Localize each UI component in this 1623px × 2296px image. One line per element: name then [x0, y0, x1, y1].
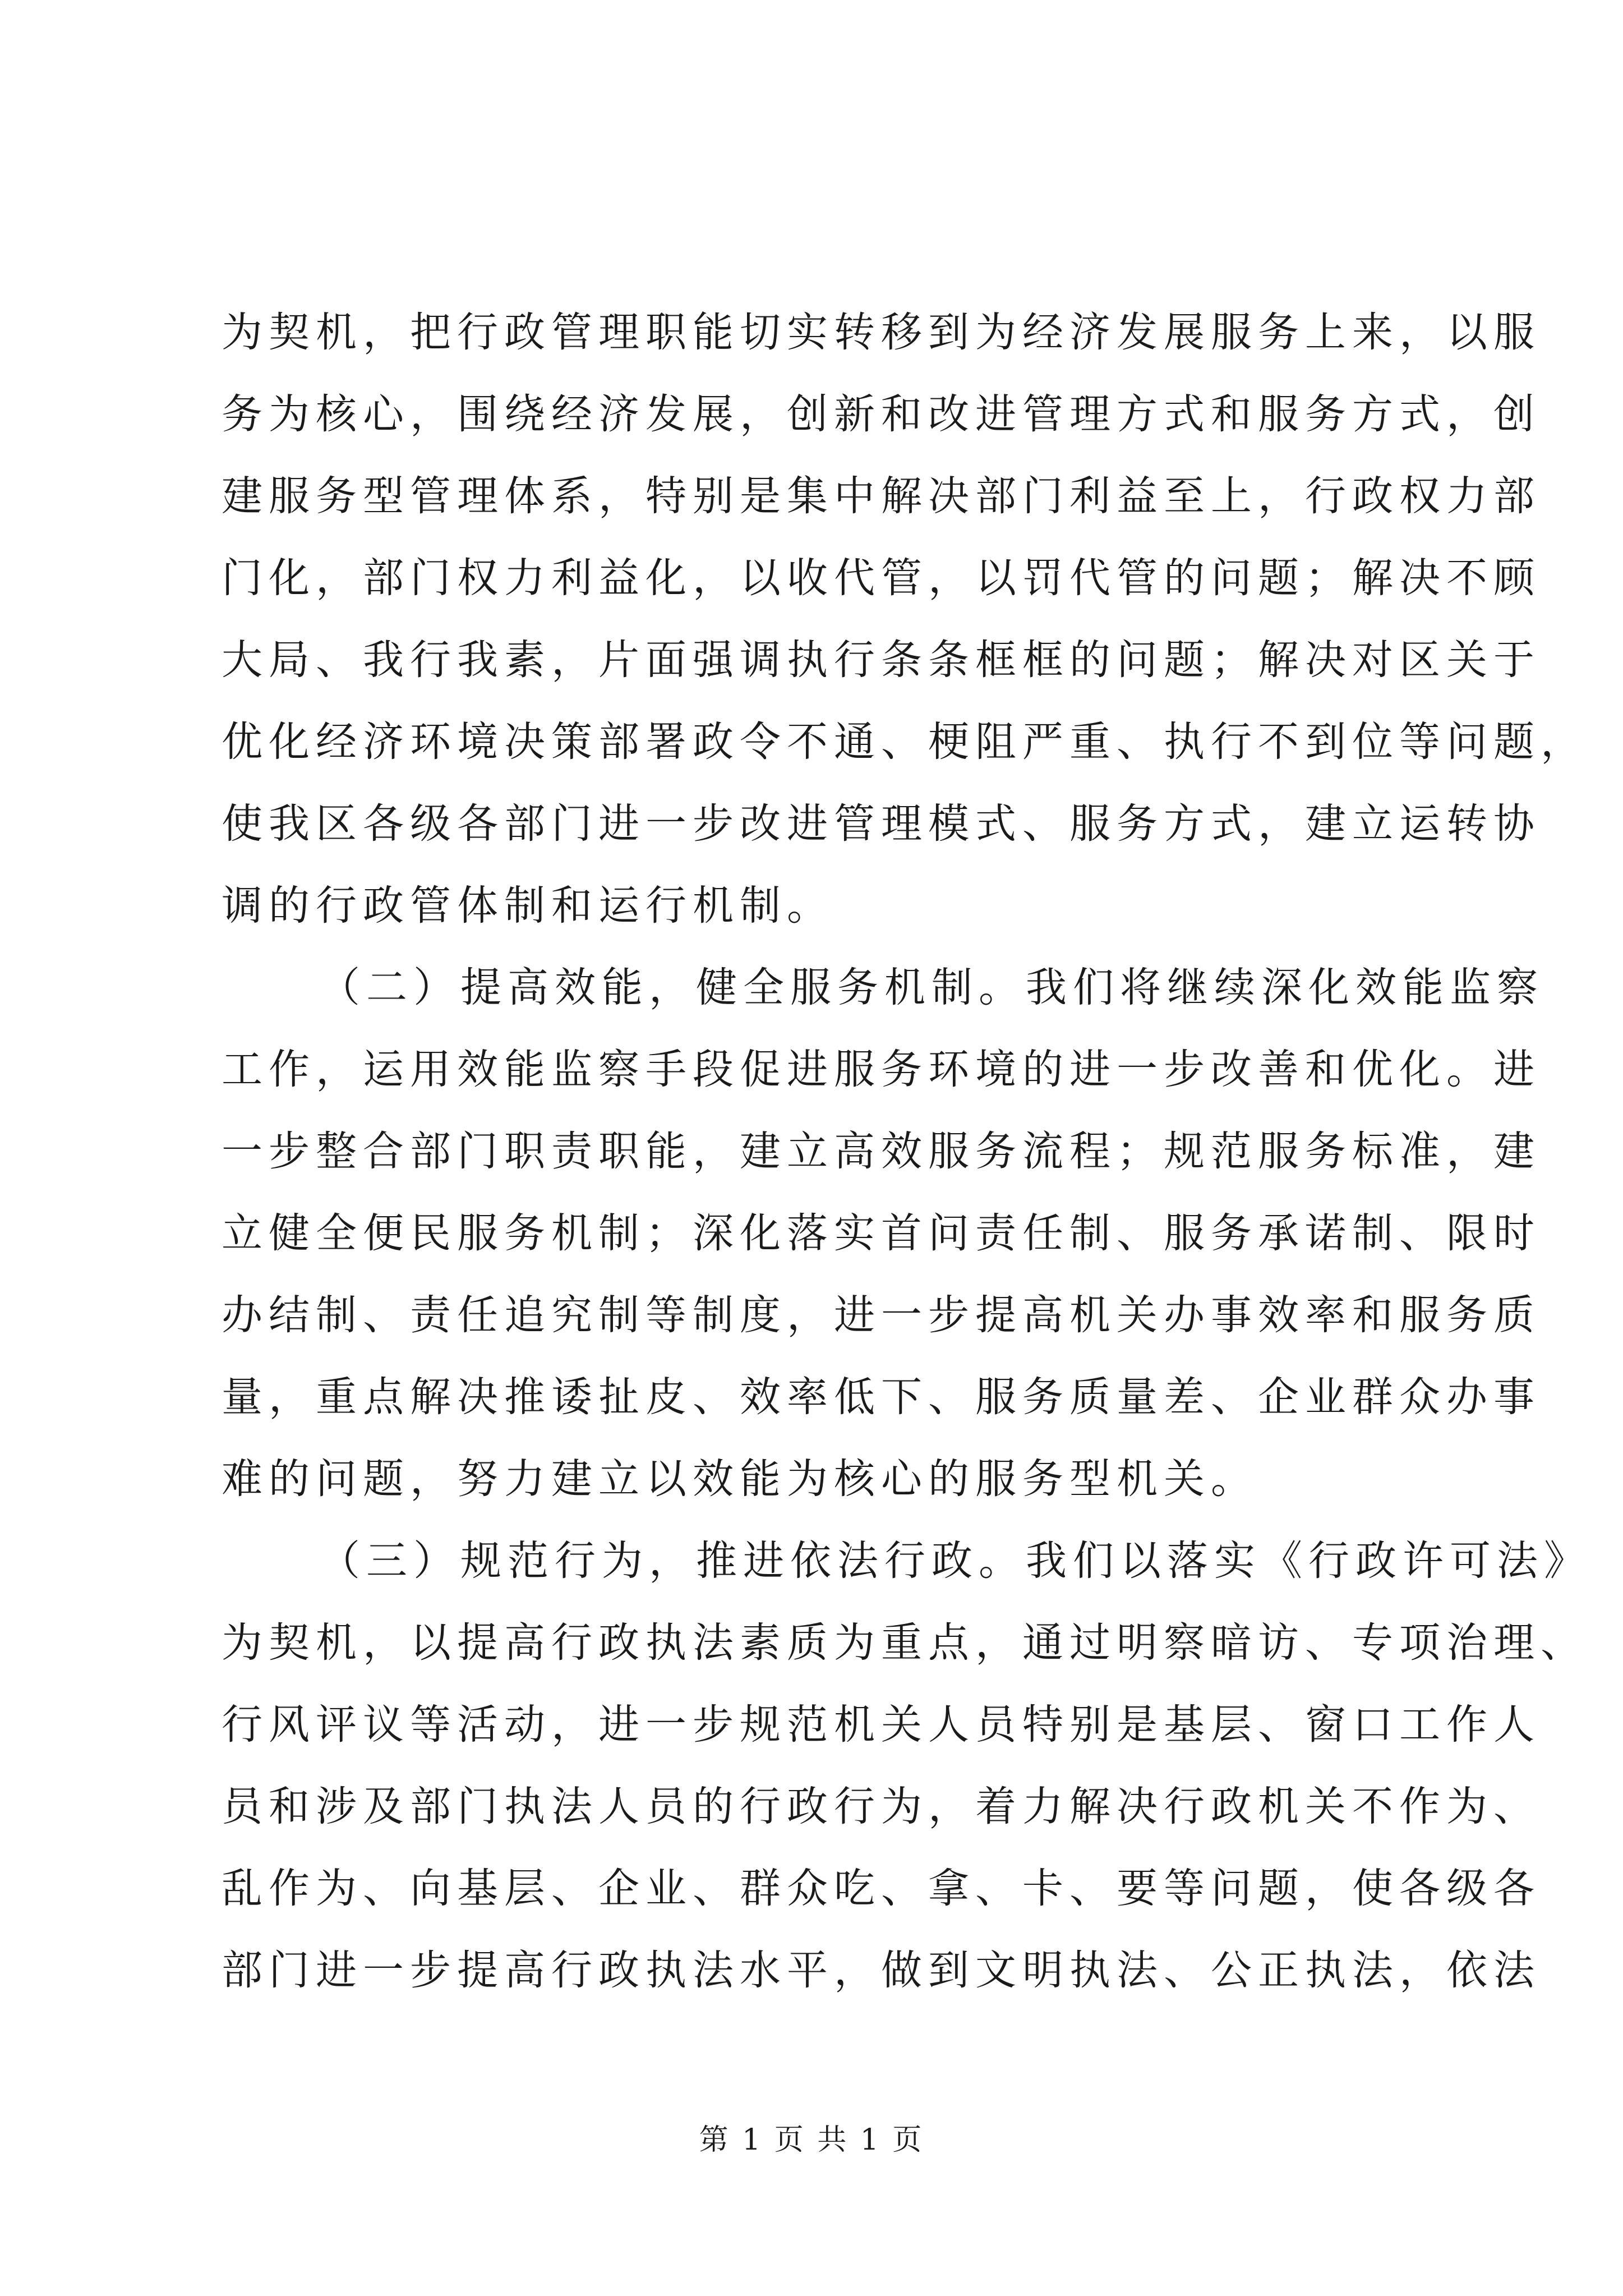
text-line: 难的问题，努力建立以效能为核心的服务型机关。: [222, 1455, 1258, 1503]
document-body: [222, 292, 1591, 2012]
text-line: 建服务型管理体系，特别是集中解决部门利益至上，行政权力部: [222, 472, 1541, 520]
text-line: 部门进一步提高行政执法水平，做到文明执法、公正执法，依法: [222, 1947, 1541, 1994]
text-line: 门化，部门权力利益化，以收代管，以罚代管的问题；解决不顾: [222, 554, 1541, 602]
text-line: 办结制、责任追究制等制度，进一步提高机关办事效率和服务质: [222, 1291, 1541, 1339]
text-line: 工作，运用效能监察手段促进服务环境的进一步改善和优化。进: [222, 1046, 1541, 1093]
text-line: 务为核心，围绕经济发展，创新和改进管理方式和服务方式，创: [222, 390, 1541, 438]
text-line: 为契机，以提高行政执法素质为重点，通过明察暗访、专项治理、: [222, 1619, 1588, 1667]
text-line: 员和涉及部门执法人员的行政行为，着力解决行政机关不作为、: [222, 1783, 1541, 1830]
text-line: 量，重点解决推诿扯皮、效率低下、服务质量差、企业群众办事: [222, 1373, 1541, 1421]
text-line: 优化经济环境决策部署政令不通、梗阻严重、执行不到位等问题，: [222, 718, 1588, 766]
text-line: 立健全便民服务机制；深化落实首问责任制、服务承诺制、限时: [222, 1209, 1541, 1257]
text-line: 调的行政管体制和运行机制。: [222, 882, 834, 930]
text-line: 一步整合部门职责职能，建立高效服务流程；规范服务标准，建: [222, 1128, 1541, 1175]
page-number-footer: 第 1 页 共 1 页: [699, 2123, 924, 2157]
text-line: 使我区各级各部门进一步改进管理模式、服务方式，建立运转协: [222, 800, 1541, 848]
text-line: 为契机，把行政管理职能切实转移到为经济发展服务上来，以服: [222, 309, 1541, 356]
paragraph-first-line: （三）规范行为，推进依法行政。我们以落实《行政许可法》: [319, 1537, 1591, 1585]
paragraph-first-line: （二）提高效能，健全服务机制。我们将继续深化效能监察: [319, 964, 1544, 1011]
text-line: 大局、我行我素，片面强调执行条条框框的问题；解决对区关于: [222, 636, 1541, 684]
text-line: 行风评议等活动，进一步规范机关人员特别是基层、窗口工作人: [222, 1701, 1541, 1749]
text-line: 乱作为、向基层、企业、群众吃、拿、卡、要等问题，使各级各: [222, 1865, 1541, 1912]
